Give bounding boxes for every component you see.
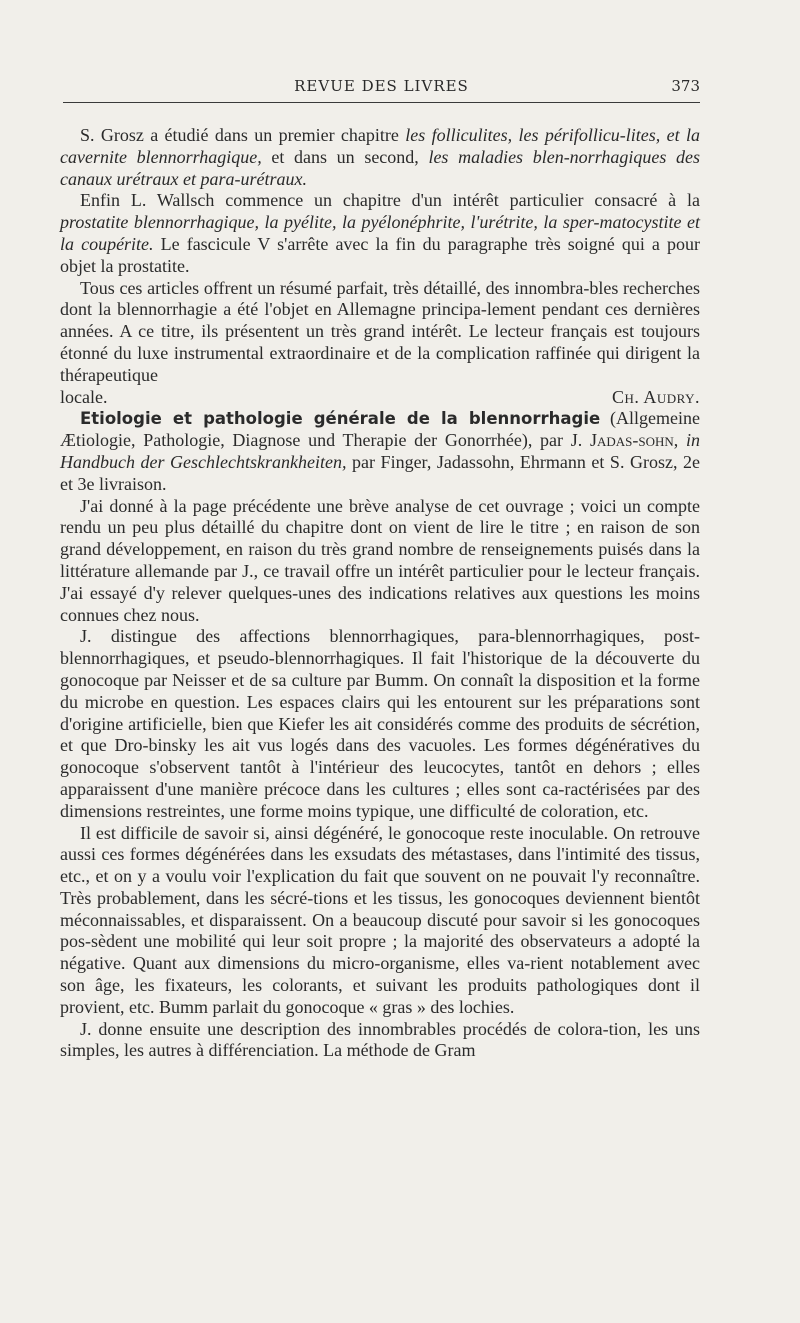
text-run: et dans un second, — [261, 146, 429, 167]
text-run: (Allgemeine Ætiologie, Pathologie, Diagnose und Therapie der Gonorrhée), par J. — [60, 408, 700, 451]
italic-title: in Handbuch der Geschlechtskrankheiten, — [60, 430, 700, 472]
italic-title: les maladies blen-norrhagiques des canaux urétraux et para-urétraux. — [60, 146, 700, 189]
italic-title: les folliculites, les périfollicu-lites, et la cavernite blennorrhagique, — [60, 125, 701, 167]
paragraph — [60, 190, 700, 277]
page-number: 373 — [671, 77, 700, 95]
italic-title: prostatite blennorrhagique, la pyélite, la pyélonéphrite, l'urétrite, la sper-matocystite et la coupérite. — [60, 212, 700, 254]
running-header — [63, 75, 700, 99]
paragraph: J. distingue des affections blennorrhagiques, para-blennorrhagiques, post-blennorrhagiques, et pseudo-blennorrhagiques. Il fait l'historique de la découverte du gonocoque par Neisser et de sa culture par Bumm. On connaît la disposition et la forme du microbe en question. Les espaces clairs qui les entourent sur les préparations sont d'origine artificielle, bien que Kiefer les ait considérés comme des produits de sécrétion, et que Dro-binsky les ait vus logés dans des vacuoles. Les formes dégénératives du gonocoque s'observent tantôt à l'intérieur des leucocytes, tantôt en dehors ; elles apparaissent d'une manière précoce dans les cultures ; elles sont ca-ractérisées par des dimensions restreintes, une forme moins typique, une difficulté de coloration, etc. — [60, 626, 700, 821]
signature-line — [60, 387, 700, 409]
author-name: Jadas-sohn — [589, 430, 674, 451]
author-signature: Ch. Audry. — [611, 386, 700, 407]
running-title: REVUE DES LIVRES — [294, 77, 469, 95]
paragraph: J'ai donné à la page précédente une brève analyse de cet ouvrage ; voici un compte rendu un peu plus détaillé du chapitre dont on vient de lire le titre ; en raison de son grand développement, en raison du très grand nombre de renseignements puisés dans la littérature allemande par J., ce travail offre un intérêt particulier pour le lecteur français. J'ai essayé d'y relever quelques-unes des indications relatives aux questions les moins connues chez nous. — [60, 495, 700, 625]
paragraph: Tous ces articles offrent un résumé parfait, très détaillé, des innombra-bles recherches dont la blennorrhagie a été l'objet en Allemagne principa-lement pendant ces dernières années. A ce titre, ils présentent un très grand intérêt. Le lecteur français est toujours étonné du luxe instrumental extraordinaire et de la complication raffinée qui dirigent la thérapeutique — [60, 277, 700, 385]
text-run: locale. — [60, 386, 108, 407]
text-run: S. Grosz a étudié dans un premier chapitre — [80, 125, 406, 145]
book-title: Etiologie et pathologie générale de la blennorrhagie — [80, 409, 601, 429]
text-run: Enfin L. Wallsch commence un chapitre d'un intérêt particulier consacré à la — [80, 190, 700, 211]
paragraph: J. donne ensuite une description des innombrables procédés de colora-tion, les uns simples, les autres à différenciation. La méthode de Gram — [60, 1018, 700, 1061]
review-heading — [60, 408, 700, 495]
header-rule — [63, 102, 700, 103]
paragraph: Il est difficile de savoir si, ainsi dégénéré, le gonocoque reste inoculable. On retrouve aussi ces formes dégénérées dans les exsudats des métastases, dans l'intimité des tissus, etc., et on y a voulu voir l'explication du fait que souvent on ne pouvait l'y reconnaître. Très probablement, dans les sécré-tions et les tissus, les gonocoques deviennent bientôt méconnaissables, et disparaissent. On a beaucoup discuté pour savoir si les gonocoques pos-sèdent une mobilité qui leur soit propre ; la majorité des observateurs a adopté la négative. Quant aux dimensions du micro-organisme, elles va-rient notablement avec son âge, les fixateurs, les colorants, et suivant les produits pathologiques dont il provient, etc. Bumm parlait du gonocoque « gras » des lochies. — [60, 822, 700, 1017]
text-run: , — [673, 430, 686, 451]
paragraph — [60, 125, 700, 190]
body-text — [60, 125, 700, 1062]
text-run: par Finger, Jadassohn, Ehrmann et S. Grosz, 2e et 3e livraison. — [60, 451, 700, 494]
text-run: Le fascicule V s'arrête avec la fin du paragraphe très soigné qui a pour objet la prostatite. — [60, 233, 700, 276]
